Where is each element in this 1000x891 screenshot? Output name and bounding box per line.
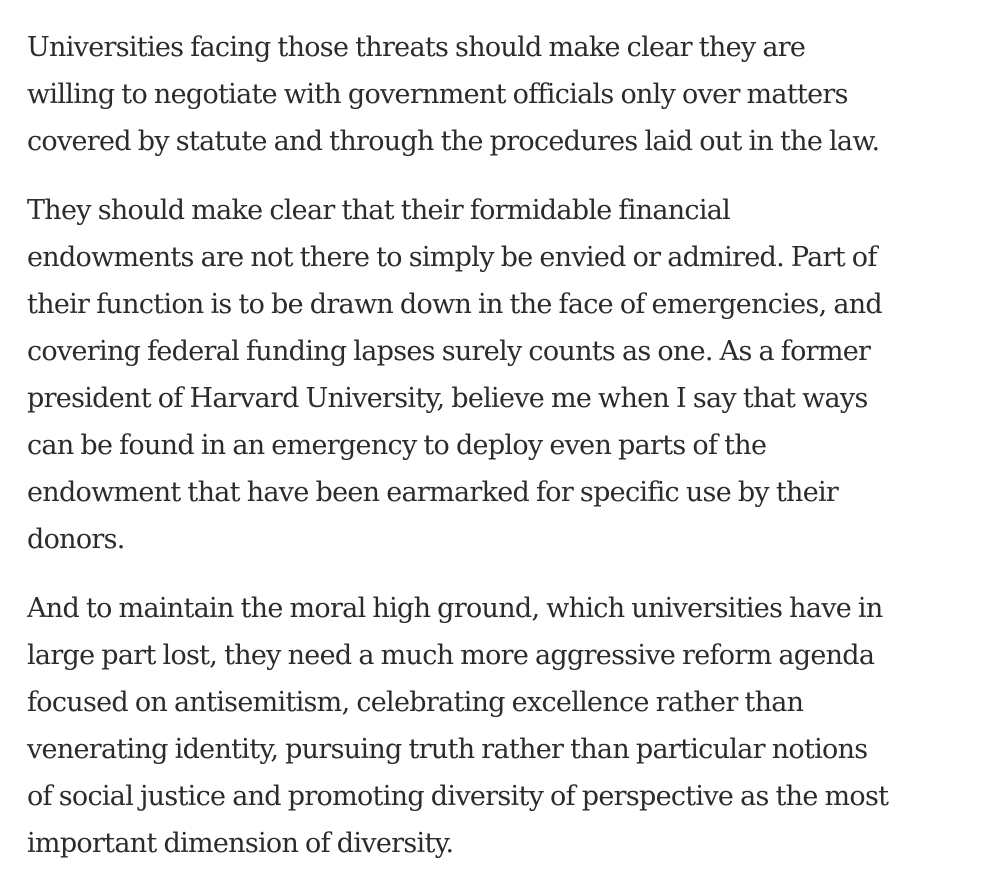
article-paragraph: And to maintain the moral high ground, which universities have in large part lost, they need a much more aggressive reform agenda focused on antisemitism, celebrating excellence rather than venerating identity, pursuing truth rather than particular notions of social justice and promoting diversity of perspective as the most important dimension of diversity. [27, 593, 889, 859]
article-body [27, 24, 987, 867]
article-paragraph: They should make clear that their formidable financial endowments are not there to simply be envied or admired. Part of their function is to be drawn down in the face of emergencies, and covering federal funding lapses surely counts as one. As a former president of Harvard University, believe me when I say that ways can be found in an emergency to deploy even parts of the endowment that have been earmarked for specific use by their donors. [27, 195, 883, 555]
article-paragraph: Universities facing those threats should make clear they are willing to negotiate with government officials only over matters covered by statute and through the procedures laid out in the law. [27, 32, 880, 157]
